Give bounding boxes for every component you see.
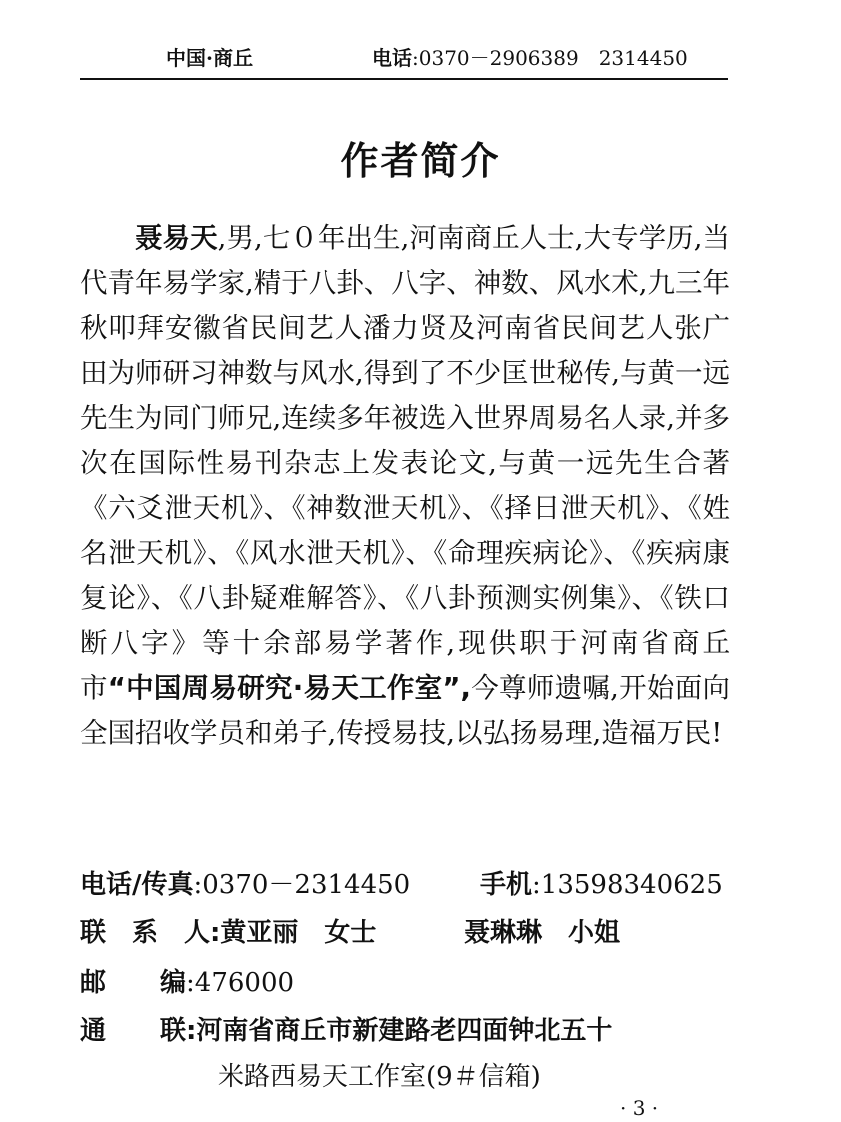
mobile-label: 手机	[480, 870, 533, 900]
author-bio	[80, 216, 730, 756]
header-phone-label: 电话	[372, 46, 412, 70]
contact-person-1: :黄亚丽 女士	[210, 918, 377, 948]
office-name: “中国周易研究·易天工作室”,	[107, 672, 471, 704]
mobile-value: :13598340625	[532, 870, 723, 900]
page-number: · 3 ·	[620, 1096, 659, 1120]
page-title: 作者简介	[340, 138, 501, 183]
phone-fax-value: :0370－2314450	[193, 870, 411, 900]
contact-label: 联 系 人	[80, 918, 211, 948]
postcode-value: :476000	[186, 968, 295, 998]
address-label-1: 通	[80, 1016, 107, 1046]
phone-fax-label: 电话/传真	[80, 870, 194, 900]
author-name: 聂易天	[135, 222, 218, 254]
running-header	[80, 36, 728, 76]
header-phone	[372, 42, 688, 71]
mobile	[480, 864, 723, 901]
header-phone-value: :0370－2906389 2314450	[412, 46, 688, 70]
address-line-1: :河南省商丘市新建路老四面钟北五十	[186, 1016, 613, 1046]
bio-text-1: ,男,七０年出生,河南商丘人士,大专学历,当代青年易学家,精于八卦、八字、神数、风水术,九三年秋叩拜安徽省民间艺人潘力贤及河南省民间艺人张广田为师研习神数与风水,得到了不少匡世秘传,与黄一远先生为同门师兄,连续多年被选入世界周易名人录,并多次在国际性易刊杂志上发表论文,与黄一远先生合著《六爻泄天机》、《神数泄天机》、《择日泄天机》、《姓名泄天机》、《风水泄天机》、《命理疾病论》、《疾病康复论》、《八卦疑难解答》、《八卦预测实例集》、《铁口断八字》等十余部易学著作,现供职于河南省商丘市	[80, 222, 730, 704]
address-line-2: 米路西易天工作室(9＃信箱)	[218, 1062, 541, 1092]
header-region: 中国·商丘	[166, 46, 253, 70]
address-label-2: 联	[160, 1016, 187, 1046]
contact-person-2: 聂琳琳 小姐	[464, 918, 621, 948]
postcode-label-2: 编	[160, 968, 187, 998]
header-divider	[80, 78, 728, 80]
bio-text-2: 今尊师遗嘱,开始面向全国招收学员和弟子,传授易技,以弘扬易理,造福万民!	[80, 672, 730, 749]
phone-row	[80, 864, 740, 901]
postcode-label-1: 邮	[80, 968, 107, 998]
